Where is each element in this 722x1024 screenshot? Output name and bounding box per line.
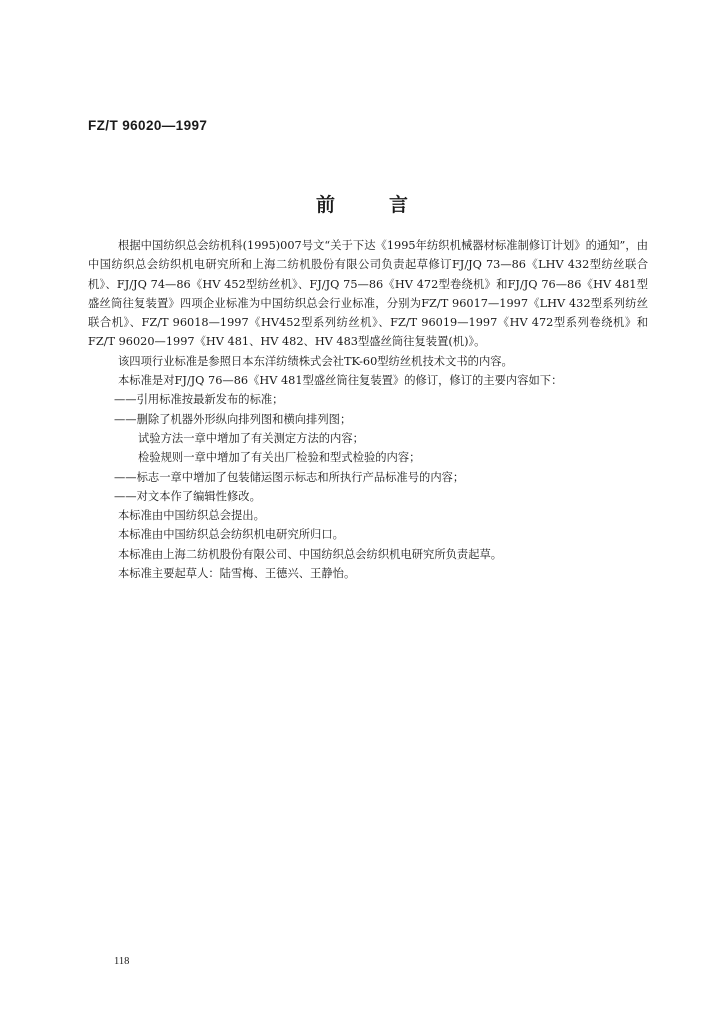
paragraph-revision-intro: 本标准是对FJ/JQ 76—86《HV 481型盛丝筒往复装置》的修订，修订的主要内容如下： <box>118 374 563 388</box>
standard-number: FZ/T 96020—1997 <box>88 118 208 133</box>
dash-mark: —— <box>114 393 137 407</box>
dash-mark: —— <box>114 489 137 503</box>
dash-mark: —— <box>114 412 137 426</box>
revision-item-text: 检验规则一章中增加了有关出厂检验和型式检验的内容； <box>138 451 421 465</box>
paragraph-administrator: 本标准由中国纺织总会纺织机电研究所归口。 <box>118 528 344 542</box>
revision-item-text: 标志一章中增加了包装储运图示标志和所执行产品标准号的内容； <box>136 470 465 484</box>
revision-item <box>88 390 648 409</box>
paragraph-drafters: 本标准主要起草人：陆雪梅、王德兴、王静怡。 <box>118 567 356 581</box>
revision-item <box>88 487 648 506</box>
page-title: 前言 <box>316 194 463 216</box>
paragraph-notice: 根据中国纺织总会纺机科(1995)007号文“关于下达《1995年纺织机械器材标准制修订计划》的通知”，由中国纺织总会纺织机电研究所和上海二纺机股份有限公司负责起草修订FJ/JQ 73—86《LHV 432型纺丝联合机》、FJ/JQ 74—86《HV 452型纺丝机》、FJ/JQ 75—86《HV 472型卷绕机》和FJ/JQ 76—86《HV 481型盛丝筒往复装置》四项企业标准为中国纺织总会行业标准，分别为FZ/T 96017—1997《LHV 432型系列纺丝联合机》、FZ/T 96018—1997《HV452型系列纺丝机》、FZ/T 96019—1997《HV 472型系列卷绕机》和FZ/T 96020—1997《HV 481、HV 482、HV 483型盛丝筒往复装置(机)》。 <box>88 239 648 349</box>
document-body <box>88 236 648 583</box>
revision-item-text: 试验方法一章中增加了有关测定方法的内容； <box>138 431 364 445</box>
page-number: 118 <box>114 956 130 967</box>
paragraph-drafters-org: 本标准由上海二纺机股份有限公司、中国纺织总会纺织机电研究所负责起草。 <box>118 547 503 561</box>
paragraph-reference: 该四项行业标准是参照日本东洋纺绩株式会社TK-60型纺丝机技术文书的内容。 <box>118 354 513 368</box>
revision-item-text: 删除了机器外形纵向排列图和横向排列图； <box>136 412 352 426</box>
revision-item <box>88 429 648 448</box>
revision-item <box>88 448 648 467</box>
revision-item <box>88 468 648 487</box>
dash-mark: —— <box>114 470 137 484</box>
revision-item-text: 引用标准按最新发布的标准； <box>136 393 284 407</box>
revision-item-text: 对文本作了编辑性修改。 <box>136 489 261 503</box>
revision-item <box>88 410 648 429</box>
paragraph-proposer: 本标准由中国纺织总会提出。 <box>118 509 265 523</box>
